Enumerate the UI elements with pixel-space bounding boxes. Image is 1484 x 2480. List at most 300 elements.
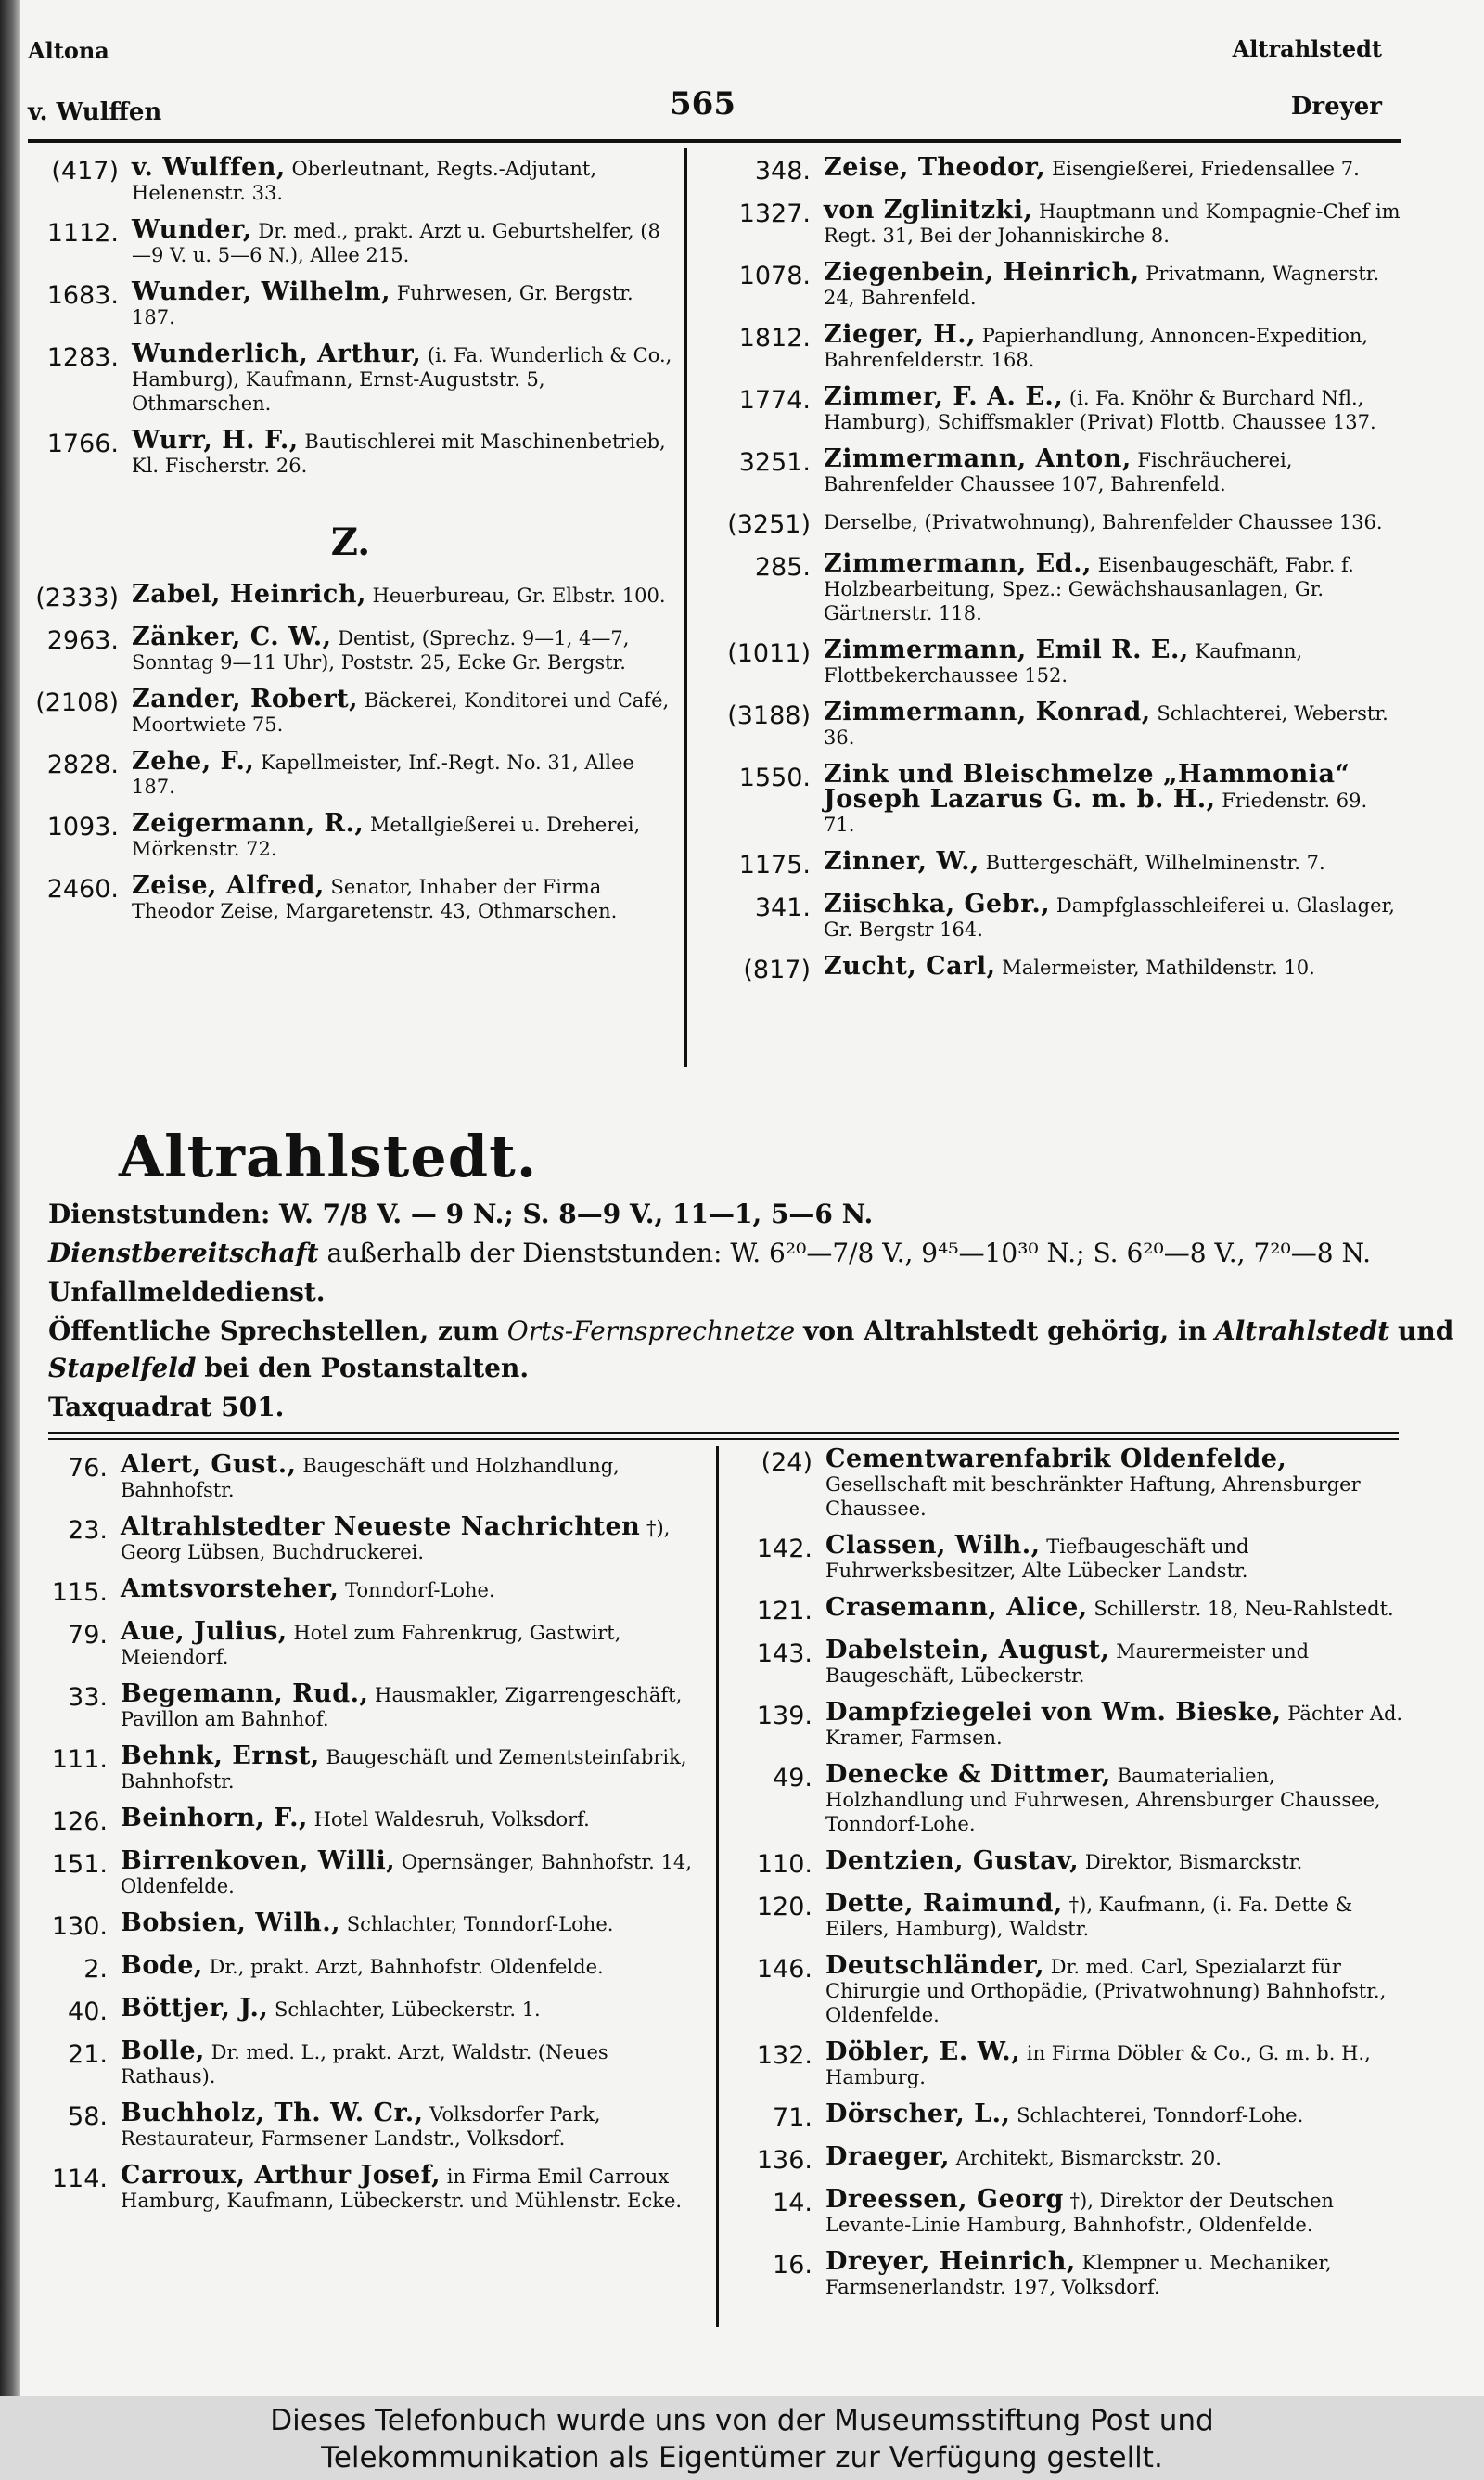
directory-entry (696, 700, 1401, 750)
entry-name: Altrahlstedter Neueste Nachrichten (121, 1512, 641, 1541)
directory-entry (733, 1846, 1410, 1879)
info-sprechstellen-d: Altrahlstedt (1214, 1316, 1390, 1346)
entry-body (825, 2247, 1410, 2299)
entry-phone-number: 1327. (738, 199, 811, 228)
entry-description: Papierhandlung, Annoncen-Expedition, Bahrenfelderstr. 168. (824, 325, 1369, 371)
running-head-right-top: Altrahlstedt (1232, 35, 1382, 62)
altrahlstedt-right-column (733, 1447, 1410, 2312)
entry-body (824, 509, 1401, 534)
entry-name: Wurr, H. F., (132, 426, 299, 455)
entry-description: Malermeister, Mathildenstr. 10. (1002, 957, 1315, 979)
directory-entry (33, 1679, 701, 1731)
entry-body (825, 1593, 1410, 1622)
page-edge-shadow (0, 0, 20, 2396)
footer-attribution (0, 2396, 1484, 2480)
entry-body (132, 342, 675, 416)
entry-description: Baugeschäft und Holzhandlung, Bahnhofstr. (121, 1455, 620, 1501)
entry-description: Derselbe, (Privatwohnung), Bahrenfelder Chaussee 136. (824, 511, 1383, 533)
entry-phone-number: 2828. (46, 751, 119, 779)
entry-phone-number: 58. (68, 2102, 108, 2131)
info-dienstbereitschaft (48, 1238, 1371, 1268)
entry-body (824, 258, 1401, 310)
altona-left-column (26, 153, 675, 936)
directory-entry (696, 638, 1401, 687)
entry-phone-number: 143. (756, 1639, 812, 1668)
entry-phone-number: 1093. (46, 813, 119, 842)
info-sprechstellen-c: von Altrahlstedt gehörig, in (803, 1316, 1207, 1346)
entry-name: Carroux, Arthur Josef, (121, 2161, 441, 2190)
directory-entry (733, 1951, 1410, 2027)
entry-name: Zeise, Alfred, (132, 871, 325, 900)
page-number: 565 (670, 85, 736, 122)
entry-description: Oberleutnant, Regts.-Adjutant, Helenenstr. 33. (132, 158, 597, 204)
entry-description: Architekt, Bismarckstr. 20. (955, 2147, 1222, 2169)
directory-entry (26, 625, 675, 675)
entry-body (121, 1741, 701, 1793)
entry-description: Direktor, Bismarckstr. (1084, 1851, 1303, 1873)
entry-description: Schlachter, Tonndorf-Lohe. (346, 1913, 614, 1935)
entry-description: in Firma Emil Carroux Hamburg, Kaufmann, Lübeckerstr. und Mühlenstr. Ecke. (121, 2165, 683, 2212)
entry-body (121, 1679, 701, 1731)
entry-body (825, 1638, 1410, 1688)
entry-description: (i. Fa. Knöhr & Burchard Nfl., Hamburg), Schiffsmakler (Privat) Flottb. Chaussee 137. (824, 387, 1376, 433)
entry-name: Draeger, (825, 2142, 951, 2171)
entry-name: Alert, Gust., (121, 1450, 297, 1479)
running-head-right-bottom: Dreyer (1290, 93, 1382, 121)
directory-entry (26, 153, 675, 205)
directory-entry (733, 2185, 1410, 2237)
directory-entry (26, 426, 675, 478)
entry-name: Dentzien, Gustav, (825, 1846, 1080, 1875)
entry-description: Volksdorfer Park, Restaurateur, Farmsener Landstr., Volksdorf. (121, 2103, 601, 2150)
entry-body (132, 871, 675, 923)
entry-description: Senator, Inhaber der Firma Theodor Zeise, Margaretenstr. 43, Othmarschen. (132, 876, 618, 922)
info-stapelfeld-b: bei den Postanstalten. (204, 1353, 530, 1383)
directory-entry (696, 952, 1401, 984)
entry-body (121, 1512, 701, 1564)
entry-name: Zimmermann, Konrad, (824, 698, 1151, 726)
entry-phone-number: 114. (51, 2165, 108, 2193)
footer-line-1: Dieses Telefonbuch wurde uns von der Museumsstiftung Post und (270, 2404, 1214, 2437)
entry-body (825, 1447, 1410, 1521)
directory-entry (733, 1593, 1410, 1625)
entry-name: Wunder, (132, 215, 252, 244)
entry-description: Bäckerei, Konditorei und Café, Moortwiete 75. (132, 689, 670, 736)
entry-name: Classen, Wilh., (825, 1531, 1041, 1560)
entry-description: Tonndorf-Lohe. (345, 1579, 495, 1601)
entry-body (824, 444, 1401, 496)
entry-description: Eisenbaugeschäft, Fabr. f. Holzbearbeitung, Spez.: Gewächshausanlagen, Gr. Gärtnerstr. 118. (824, 554, 1354, 624)
directory-entry (696, 549, 1401, 625)
entry-description: Heuerbureau, Gr. Elbstr. 100. (372, 585, 666, 607)
entry-phone-number: 121. (756, 1597, 812, 1625)
entry-body (121, 2161, 701, 2213)
directory-entry (33, 1994, 701, 2026)
entry-body (824, 196, 1401, 248)
entry-description: Hausmakler, Zigarrengeschäft, Pavillon am Bahnhof. (121, 1684, 683, 1730)
entry-description: Hotel zum Fahrenkrug, Gastwirt, Meiendorf. (121, 1622, 621, 1668)
entry-phone-number: 120. (756, 1893, 812, 1921)
entry-phone-number: 146. (756, 1955, 812, 1984)
entry-body (825, 2142, 1410, 2171)
directory-entry (33, 1512, 701, 1564)
entry-description: Friedenstr. 69. 71. (824, 790, 1368, 836)
entry-phone-number: (24) (761, 1448, 812, 1477)
entry-name: Begemann, Rud., (121, 1679, 369, 1708)
entry-phone-number: 1766. (46, 430, 119, 458)
header-rule (28, 139, 1401, 143)
entry-body (132, 625, 675, 675)
entry-body (121, 1450, 701, 1502)
entry-description: Eisengießerei, Friedensallee 7. (1051, 158, 1360, 180)
directory-entry (33, 1617, 701, 1669)
directory-entry (26, 687, 675, 737)
entry-name: Aue, Julius, (121, 1617, 288, 1646)
info-dienststunden: Dienststunden: W. 7/8 V. — 9 N.; S. 8—9 V., 11—1, 5—6 N. (48, 1199, 874, 1229)
entry-phone-number: 14. (773, 2189, 812, 2217)
info-unfallmeldedienst: Unfallmeldedienst. (48, 1277, 326, 1307)
entry-name: von Zglinitzki, (824, 196, 1033, 225)
entry-description: Fischräucherei, Bahrenfelder Chaussee 107, Bahrenfeld. (824, 449, 1293, 495)
entry-body (121, 1908, 701, 1937)
entry-name: Dampfziegelei von Wm. Bieske, (825, 1698, 1282, 1727)
entry-name: Zink und Bleischmelze „Hammonia“ Joseph Lazarus G. m. b. H., (824, 760, 1350, 814)
entry-name: Crasemann, Alice, (825, 1593, 1088, 1622)
directory-entry (733, 1531, 1410, 1583)
directory-entry (696, 320, 1401, 372)
entry-body (825, 2102, 1410, 2127)
info-sprechstellen-b: Orts-Fernsprechnetze (506, 1316, 796, 1346)
entry-description: Buttergeschäft, Wilhelminenstr. 7. (985, 852, 1325, 874)
entry-phone-number: 1550. (738, 764, 811, 792)
entry-name: Döbler, E. W., (825, 2037, 1021, 2066)
entry-description: Schlachterei, Weberstr. 36. (824, 702, 1388, 749)
entry-description: †), Georg Lübsen, Buchdruckerei. (121, 1517, 671, 1563)
entry-description: Dr. med., prakt. Arzt u. Geburtshelfer, (8—9 V. u. 5—6 N.), Allee 215. (132, 220, 660, 266)
directory-entry (696, 847, 1401, 880)
info-stapelfeld (48, 1353, 529, 1383)
entry-description: Dr. med. Carl, Spezialarzt für Chirurgie und Orthopädie, (Privatwohnung) Bahnhofstr., Oldenfelde. (825, 1956, 1387, 2026)
entry-phone-number: 71. (773, 2103, 812, 2132)
entry-phone-number: (417) (51, 157, 119, 186)
directory-entry (26, 580, 675, 612)
entry-phone-number: 23. (68, 1516, 108, 1545)
entry-name: Denecke & Dittmer, (825, 1760, 1111, 1789)
altrahlstedt-left-column (33, 1450, 701, 2226)
directory-entry (696, 153, 1401, 186)
entry-description: Gesellschaft mit beschränkter Haftung, Ahrensburger Chaussee. (825, 1473, 1361, 1520)
entry-body (132, 809, 675, 861)
entry-body (825, 1846, 1410, 1875)
entry-phone-number: 21. (68, 2040, 108, 2069)
entry-description: Klempner u. Mechaniker, Farmsenerlandstr. 197, Volksdorf. (825, 2252, 1332, 2298)
directory-entry (733, 1638, 1410, 1688)
directory-entry (33, 1908, 701, 1941)
entry-body (824, 847, 1401, 876)
entry-phone-number: 2460. (46, 875, 119, 904)
altona-right-entries (696, 153, 1401, 984)
entry-name: Zimmer, F. A. E., (824, 382, 1064, 411)
directory-entry (696, 890, 1401, 942)
entry-body (121, 1806, 701, 1831)
directory-entry (33, 1806, 701, 1836)
entry-name: Dreessen, Georg (825, 2185, 1064, 2214)
entry-description: Hauptmann und Kompagnie-Chef im Regt. 31, Bei der Johanniskirche 8. (824, 200, 1401, 247)
entry-body (825, 1889, 1410, 1941)
entry-body (825, 2037, 1410, 2089)
entry-name: Zänker, C. W., (132, 623, 332, 651)
entry-phone-number: 1683. (46, 281, 119, 310)
entry-phone-number: 33. (68, 1683, 108, 1712)
entry-body (825, 1698, 1410, 1750)
entry-description: Schillerstr. 18, Neu-Rahlstedt. (1094, 1598, 1394, 1620)
info-sprechstellen-e: und (1398, 1316, 1454, 1346)
entry-name: Wunder, Wilhelm, (132, 277, 391, 306)
entry-name: Deutschländer, (825, 1951, 1045, 1980)
info-dienstbereitschaft-label: Dienstbereitschaft (48, 1238, 319, 1268)
entry-phone-number: 1774. (738, 386, 811, 415)
directory-entry (26, 747, 675, 799)
entry-name: Böttjer, J., (121, 1994, 269, 2023)
entry-phone-number: 142. (756, 1535, 812, 1563)
directory-entry (26, 277, 675, 329)
entry-phone-number: 348. (754, 157, 811, 186)
directory-entry (26, 871, 675, 923)
entry-name: Wunderlich, Arthur, (132, 340, 422, 368)
directory-entry (733, 2142, 1410, 2175)
section-letter-z: Z. (330, 520, 371, 564)
entry-name: Birrenkoven, Willi, (121, 1846, 396, 1875)
directory-entry (33, 2039, 701, 2088)
directory-entry (26, 215, 675, 267)
entry-phone-number: 76. (68, 1454, 108, 1483)
column-divider-bottom (716, 1446, 719, 2327)
entry-phone-number: 3251. (738, 448, 811, 477)
directory-entry (733, 1447, 1410, 1521)
entry-description: Metallgießerei u. Dreherei, Mörkenstr. 72. (132, 814, 641, 860)
entry-phone-number: 139. (756, 1702, 812, 1730)
entry-name: Bolle, (121, 2037, 205, 2065)
entry-phone-number: 110. (756, 1850, 812, 1879)
entry-phone-number: 341. (754, 893, 811, 922)
entry-description: Kaufmann, Flottbekerchaussee 152. (824, 640, 1303, 687)
entry-name: Zimmermann, Ed., (824, 549, 1092, 578)
entry-body (824, 760, 1401, 837)
entry-body (824, 549, 1401, 625)
entry-name: Buchholz, Th. W. Cr., (121, 2099, 424, 2127)
entry-phone-number: (3251) (727, 510, 811, 539)
entry-name: Behnk, Ernst, (121, 1741, 320, 1770)
entry-phone-number: 2963. (46, 626, 119, 655)
entry-name: Zabel, Heinrich, (132, 580, 366, 609)
entry-description: Baumaterialien, Holzhandlung und Fuhrwesen, Ahrensburger Chaussee, Tonndorf-Lohe. (825, 1765, 1381, 1835)
altona-w-entries (26, 153, 675, 478)
altrahlstedt-right-entries (733, 1447, 1410, 2299)
section-rule-2 (48, 1438, 1399, 1440)
entry-name: Dette, Raimund, (825, 1889, 1063, 1918)
altona-z-entries (26, 580, 675, 923)
directory-entry (733, 1760, 1410, 1836)
entry-body (824, 320, 1401, 372)
entry-name: Zehe, F., (132, 747, 255, 776)
entry-description: Maurermeister und Baugeschäft, Lübeckerstr. (825, 1640, 1310, 1687)
entry-name: Zucht, Carl, (824, 952, 996, 981)
entry-body (132, 580, 675, 609)
entry-description: Schlachter, Lübeckerstr. 1. (274, 1998, 541, 2021)
directory-entry (33, 1846, 701, 1898)
directory-entry (26, 342, 675, 416)
entry-name: Bode, (121, 1951, 203, 1980)
entry-phone-number: 1812. (738, 324, 811, 353)
entry-body (132, 215, 675, 267)
section-title-altrahlstedt: Altrahlstedt. (119, 1123, 538, 1190)
directory-entry (696, 509, 1401, 539)
entry-phone-number: (2333) (35, 584, 119, 612)
entry-body (825, 1951, 1410, 2027)
entry-description: Pächter Ad. Kramer, Farmsen. (825, 1703, 1403, 1749)
entry-description: Dampfglasschleiferei u. Glaslager, Gr. Bergstr 164. (824, 894, 1395, 941)
entry-body (132, 277, 675, 329)
entry-name: Zeise, Theodor, (824, 153, 1046, 182)
entry-phone-number: 115. (51, 1578, 108, 1607)
entry-body (825, 1760, 1410, 1836)
entry-name: Ziischka, Gebr., (824, 890, 1051, 919)
info-stapelfeld-a: Stapelfeld (48, 1353, 197, 1383)
directory-entry (696, 196, 1401, 248)
directory-entry (33, 2101, 701, 2151)
entry-body (824, 382, 1401, 434)
entry-body (824, 890, 1401, 942)
directory-entry (26, 809, 675, 861)
directory-entry (696, 382, 1401, 434)
running-head-left-bottom: v. Wulffen (28, 98, 162, 126)
footer-line-2: Telekommunikation als Eigentümer zur Verfügung gestellt. (321, 2441, 1163, 2474)
directory-entry (696, 760, 1401, 837)
entry-phone-number: 40. (68, 1998, 108, 2026)
entry-name: Zeigermann, R., (132, 809, 365, 838)
entry-description: in Firma Döbler & Co., G. m. b. H., Hamburg. (825, 2042, 1371, 2088)
entry-body (132, 747, 675, 799)
entry-name: Zinner, W., (824, 847, 979, 876)
entry-description: Hotel Waldesruh, Volksdorf. (313, 1808, 590, 1831)
entry-description: Dr., prakt. Arzt, Bahnhofstr. Oldenfelde. (209, 1956, 604, 1978)
entry-phone-number: 126. (51, 1807, 108, 1836)
entry-description: Privatmann, Wagnerstr. 24, Bahrenfeld. (824, 263, 1380, 309)
entry-description: †), Direktor der Deutschen Levante-Linie Hamburg, Bahnhofstr., Oldenfelde. (825, 2190, 1334, 2236)
entry-phone-number: 285. (754, 553, 811, 582)
entry-phone-number: 151. (51, 1850, 108, 1879)
directory-entry (733, 1889, 1410, 1941)
entry-description: Bautischlerei mit Maschinenbetrieb, Kl. Fischerstr. 26. (132, 430, 666, 477)
entry-name: Beinhorn, F., (121, 1804, 308, 1832)
info-dienstbereitschaft-text: außerhalb der Dienststunden: W. 6²⁰—7/8 V., 9⁴⁵—10³⁰ N.; S. 6²⁰—8 V., 7²⁰—8 N. (326, 1238, 1372, 1268)
info-sprechstellen-a: Öffentliche Sprechstellen, zum (48, 1316, 499, 1346)
entry-name: Cementwarenfabrik Oldenfelde, (825, 1445, 1287, 1473)
entry-body (121, 1574, 701, 1603)
entry-phone-number: 132. (756, 2041, 812, 2070)
entry-name: Zimmermann, Emil R. E., (824, 636, 1189, 664)
directory-entry (733, 1698, 1410, 1750)
column-divider-top (684, 148, 687, 1067)
entry-description: Schlachterei, Tonndorf-Lohe. (1017, 2104, 1304, 2127)
entry-body (132, 426, 675, 478)
altrahlstedt-left-entries (33, 1450, 701, 2213)
entry-body (824, 638, 1401, 687)
entry-description: Dentist, (Sprechz. 9—1, 4—7, Sonntag 9—11 Uhr), Poststr. 25, Ecke Gr. Bergstr. (132, 627, 630, 674)
entry-body (825, 1531, 1410, 1583)
entry-phone-number: 1175. (738, 851, 811, 880)
entry-phone-number: 1078. (738, 262, 811, 290)
entry-phone-number: 2. (83, 1955, 108, 1984)
entry-phone-number: (817) (743, 956, 811, 984)
info-sprechstellen (48, 1316, 1453, 1346)
directory-entry (696, 444, 1401, 496)
entry-phone-number: 16. (773, 2251, 812, 2280)
entry-name: v. Wulffen, (132, 153, 286, 182)
directory-entry (696, 258, 1401, 310)
directory-entry (733, 2247, 1410, 2299)
entry-name: Dörscher, L., (825, 2100, 1011, 2128)
entry-phone-number: 79. (68, 1621, 108, 1650)
entry-name: Dreyer, Heinrich, (825, 2247, 1076, 2276)
entry-body (132, 153, 675, 205)
entry-phone-number: 130. (51, 1912, 108, 1941)
directory-entry (33, 1951, 701, 1984)
entry-phone-number: 136. (756, 2146, 812, 2175)
entry-name: Amtsvorsteher, (121, 1574, 339, 1603)
entry-body (824, 952, 1401, 981)
entry-description: Dr. med. L., prakt. Arzt, Waldstr. (Neues Rathaus). (121, 2041, 608, 2088)
entry-phone-number: 1283. (46, 343, 119, 372)
entry-body (132, 687, 675, 737)
entry-description: Opernsänger, Bahnhofstr. 14, Oldenfelde. (121, 1851, 692, 1897)
entry-body (121, 1994, 701, 2023)
entry-name: Bobsien, Wilh., (121, 1908, 341, 1937)
entry-body (121, 2039, 701, 2088)
section-rule-1 (48, 1432, 1399, 1434)
directory-entry (33, 1741, 701, 1793)
directory-entry (33, 1450, 701, 1502)
entry-description: Baugeschäft und Zementsteinfabrik, Bahnhofstr. (121, 1746, 687, 1793)
info-taxquadrat: Taxquadrat 501. (48, 1392, 285, 1422)
directory-entry (33, 2161, 701, 2213)
entry-description: Kapellmeister, Inf.-Regt. No. 31, Allee 187. (132, 752, 634, 798)
entry-description: †), Kaufmann, (i. Fa. Dette & Eilers, Hamburg), Waldstr. (825, 1894, 1353, 1940)
running-head-left-top: Altona (28, 37, 109, 64)
entry-phone-number: 1112. (46, 219, 119, 248)
entry-name: Zimmermann, Anton, (824, 444, 1132, 473)
entry-body (121, 1846, 701, 1898)
entry-phone-number: (3188) (727, 701, 811, 730)
entry-body (121, 2101, 701, 2151)
directory-entry (733, 2102, 1410, 2132)
altona-right-column (696, 153, 1401, 997)
entry-body (121, 1617, 701, 1669)
entry-body (825, 2185, 1410, 2237)
entry-name: Zander, Robert, (132, 685, 359, 713)
entry-phone-number: 49. (773, 1764, 812, 1793)
directory-entry (733, 2037, 1410, 2089)
entry-name: Dabelstein, August, (825, 1636, 1110, 1664)
entry-body (824, 153, 1401, 182)
entry-body (121, 1951, 701, 1980)
entry-name: Ziegenbein, Heinrich, (824, 258, 1140, 287)
entry-description: (i. Fa. Wunderlich & Co., Hamburg), Kaufmann, Ernst-Auguststr. 5, Othmarschen. (132, 344, 672, 415)
entry-phone-number: (2108) (35, 688, 119, 717)
entry-phone-number: 111. (51, 1745, 108, 1774)
entry-description: Tiefbaugeschäft und Fuhrwerksbesitzer, Alte Lübecker Landstr. (825, 1536, 1249, 1582)
entry-description: Fuhrwesen, Gr. Bergstr. 187. (132, 282, 633, 328)
